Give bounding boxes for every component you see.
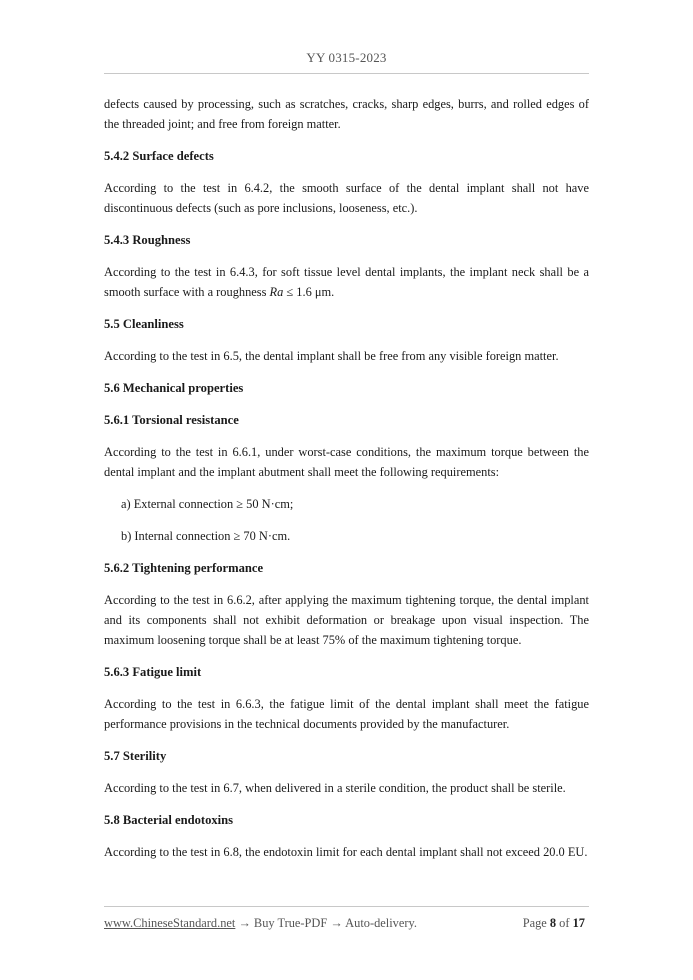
page-total: 17	[572, 916, 585, 930]
document-header-title: YY 0315-2023	[306, 50, 387, 65]
paragraph-5-4-2: According to the test in 6.4.2, the smooth surface of the dental implant shall not have discontinuous defects (such as pore inclusions, looseness, etc.).	[104, 181, 589, 215]
list-item-external-connection: a) External connection ≥ 50 N·cm;	[121, 497, 294, 511]
paragraph-5-4-3-text-b: ≤ 1.6 μm.	[283, 285, 335, 299]
section-heading-5-5: 5.5 Cleanliness	[104, 317, 184, 331]
section-heading-5-6-3: 5.6.3 Fatigue limit	[104, 665, 202, 679]
page-label: Page	[522, 916, 550, 930]
page-number	[523, 916, 585, 931]
paragraph-5-4-3	[104, 262, 589, 302]
document-body	[104, 94, 589, 874]
section-heading-5-6-2: 5.6.2 Tightening performance	[104, 561, 264, 575]
section-heading-5-6-1: 5.6.1 Torsional resistance	[104, 413, 239, 427]
section-heading-5-8: 5.8 Bacterial endotoxins	[104, 813, 234, 827]
footer-tagline: → Buy True-PDF → Auto-delivery.	[235, 916, 417, 930]
paragraph-5-7: According to the test in 6.7, when delivered in a sterile condition, the product shall be sterile.	[104, 781, 566, 795]
section-heading-5-4-2: 5.4.2 Surface defects	[104, 149, 214, 163]
roughness-symbol: Ra	[269, 285, 284, 299]
footer-promo	[104, 916, 417, 931]
page-of-label: of	[556, 916, 573, 930]
paragraph-5-8: According to the test in 6.8, the endotoxin limit for each dental implant shall not exceed 20.0 EU.	[104, 845, 588, 859]
page-current: 8	[549, 916, 557, 930]
paragraph-5-4-3-text-a: According to the test in 6.4.3, for soft tissue level dental implants, the implant neck shall be a smooth surface with a roughness	[104, 265, 589, 299]
paragraph-5-6-3: According to the test in 6.6.3, the fatigue limit of the dental implant shall meet the fatigue performance provisions in the technical documents provided by the manufacturer.	[104, 697, 589, 731]
paragraph-5-6-1: According to the test in 6.6.1, under worst-case conditions, the maximum torque between the dental implant and the implant abutment shall meet the following requirements:	[104, 445, 589, 479]
section-heading-5-6: 5.6 Mechanical properties	[104, 381, 244, 395]
paragraph-5-6-2: According to the test in 6.6.2, after applying the maximum tightening torque, the dental implant and its components shall not exhibit deformation or breakage upon visual inspection. The maximum loosening torque shall be at least 75% of the maximum tightening torque.	[104, 593, 589, 647]
list-item-internal-connection: b) Internal connection ≥ 70 N·cm.	[121, 529, 291, 543]
paragraph-5-5: According to the test in 6.5, the dental implant shall be free from any visible foreign matter.	[104, 349, 559, 363]
section-heading-5-7: 5.7 Sterility	[104, 749, 167, 763]
footer-website-link[interactable]: www.ChineseStandard.net	[104, 916, 236, 930]
header-divider	[104, 73, 589, 74]
paragraph-intro: defects caused by processing, such as scratches, cracks, sharp edges, burrs, and rolled edges of the threaded joint; and free from foreign matter.	[104, 97, 589, 131]
footer-divider	[104, 906, 589, 907]
section-heading-5-4-3: 5.4.3 Roughness	[104, 233, 191, 247]
